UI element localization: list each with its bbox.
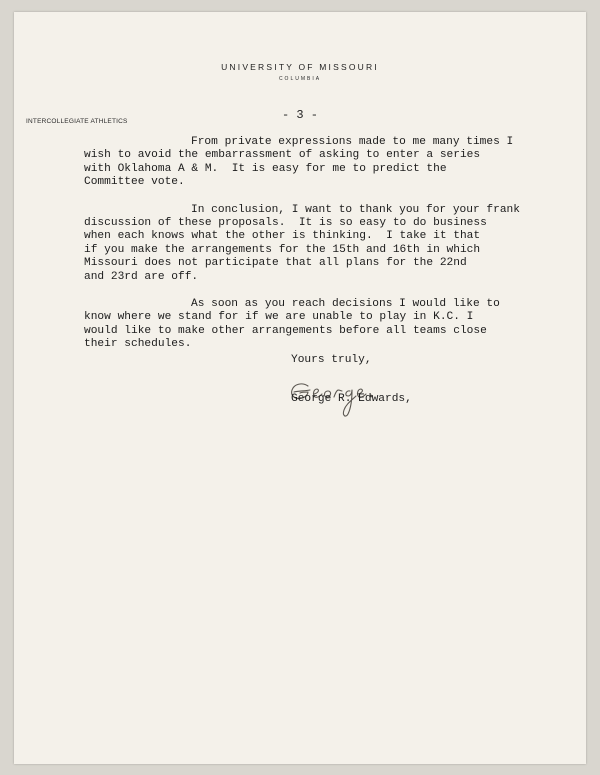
paragraph-3: As soon as you reach decisions I would like to know where we stand for if we are unable to play in K.C. I would like to make other arrangements before all teams close their schedules. [84,298,500,351]
letterhead-institution: UNIVERSITY OF MISSOURI [221,62,379,72]
letterhead-city: COLUMBIA [278,76,322,82]
page-number: - 3 - [281,108,318,122]
closing-salutation: Yours truly, [291,354,372,366]
letter-page [14,12,586,764]
paragraph-1: From private expressions made to me many times I wish to avoid the embarrassment of asking to enter a series with Oklahoma A & M. It is easy for me to predict the Committee vote. [84,136,514,189]
paragraph-2: In conclusion, I want to thank you for your frank discussion of these proposals. It is so easy to do business when each knows what the other is thinking. I take it that if you make the arrangements for the 15th and 16th in which Missouri does not participate that all plans for the 22nd and 23rd are off. [84,203,520,283]
typed-signature-name: George R. Edwards, [291,393,412,405]
department-label: INTERCOLLEGIATE ATHLETICS [26,118,128,125]
letter-body [84,136,554,366]
